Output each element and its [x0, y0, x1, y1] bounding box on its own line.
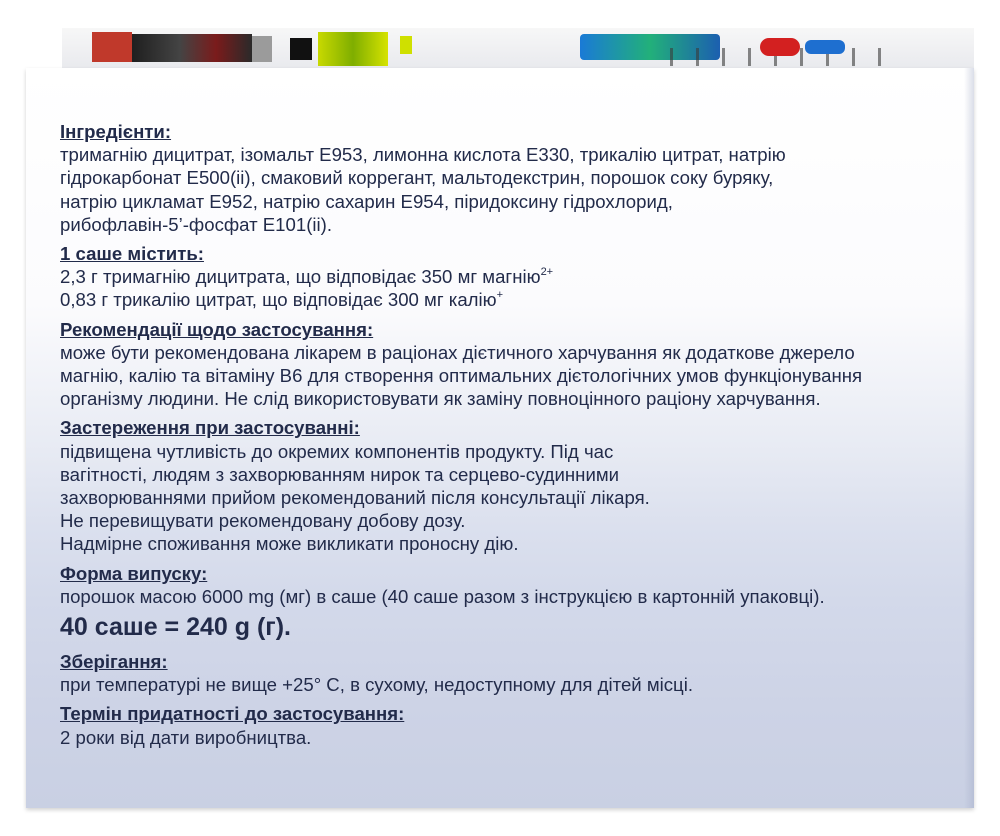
label-text-block [60, 120, 965, 755]
form-section [60, 562, 965, 644]
ingredients-heading: Інгредієнти: [60, 121, 172, 142]
storage-section [60, 650, 965, 696]
warnings-line: Надмірне споживання може викликати проносну дію. [60, 533, 519, 555]
box-top-graphic-red-blob [760, 38, 800, 56]
storage-heading: Зберігання: [60, 651, 168, 673]
shelf-life-line: 2 роки від дати виробництва. [60, 726, 312, 748]
panel-edge-shade [964, 68, 974, 808]
box-top-graphic-red [92, 32, 132, 62]
shelf-life-heading: Термін придатності до застосування: [60, 703, 405, 725]
potassium-charge: + [496, 289, 504, 302]
box-top-graphic-black [290, 38, 312, 60]
package-quantity: 40 саше = 240 g (г). [60, 613, 291, 642]
ingredients-section [60, 120, 965, 236]
warnings-heading: Застереження при застосуванні: [60, 417, 360, 439]
form-heading: Форма випуску: [60, 562, 208, 584]
ingredients-line: рибофлавін-5’-фосфат E101(ii). [60, 213, 333, 235]
recommendations-section [60, 318, 965, 411]
magnesium-text: 2,3 г тримагнію дицитрата, що відповідає 350 мг магнію [60, 266, 541, 288]
warnings-section [60, 416, 965, 555]
warnings-line: вагітності, людям з захворюванням нирок та серцево-судинними [60, 463, 620, 485]
warnings-line: підвищена чутливість до окремих компонентів продукту. Під час [60, 440, 614, 462]
box-top-graphic-blue-blob [805, 40, 845, 54]
package-back-panel [26, 68, 974, 808]
box-top-graphic-lime-small [400, 36, 412, 54]
box-top-graphic-lime [318, 32, 388, 66]
warnings-line: Не перевищувати рекомендовану добову дозу. [60, 510, 466, 532]
recommendations-heading: Рекомендації щодо застосування: [60, 318, 374, 340]
form-line: порошок масою 6000 mg (мг) в саше (40 саше разом з інструкцією в картонній упаковці). [60, 585, 825, 607]
ingredients-line: гідрокарбонат E500(ii), смаковий коррегант, мальтодекстрин, порошок соку буряку, [60, 167, 774, 189]
magnesium-charge: 2+ [540, 266, 554, 279]
storage-line: при температурі не вище +25° С, в сухому, недоступному для дітей місці. [60, 674, 694, 696]
recommendations-line: може бути рекомендована лікарем в раціонах дієтичного харчування як додаткове джерело [60, 341, 855, 363]
box-top-graphic-dark [132, 34, 252, 62]
shelf-life-section [60, 702, 965, 748]
sachet-section [60, 242, 965, 312]
ingredients-line: тримагнію дицитрат, ізомальт E953, лимонна кислота E330, трикалію цитрат, натрію [60, 144, 786, 166]
recommendations-line: магнію, калію та вітаміну В6 для створення оптимальних дієтологічних умов функціонування [60, 365, 863, 387]
sachet-line-potassium [60, 288, 965, 311]
box-top-graphic-grey [252, 36, 272, 62]
recommendations-line: організму людини. Не слід використовувати як заміну повноцінного раціону харчування. [60, 388, 821, 410]
warnings-line: захворюваннями прийом рекомендований після консультації лікаря. [60, 487, 650, 509]
sachet-line-magnesium [60, 265, 965, 288]
ingredients-line: натрію цикламат E952, натрію сахарин E954, піридоксину гідрохлорид, [60, 190, 673, 212]
sachet-heading: 1 саше містить: [60, 243, 204, 265]
potassium-text: 0,83 г трикалію цитрат, що відповідає 300 мг калію [60, 289, 497, 311]
